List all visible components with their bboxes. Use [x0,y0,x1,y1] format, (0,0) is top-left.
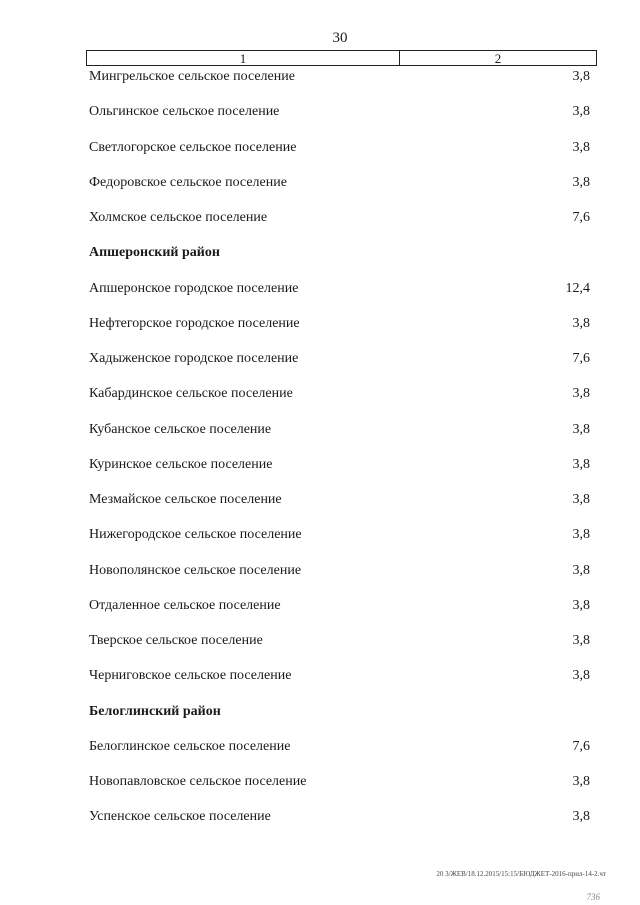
table-row [89,455,590,475]
settlement-name: Тверское сельское поселение [89,633,263,648]
table-row [89,525,590,545]
settlement-name: Федоровское сельское поселение [89,175,287,190]
settlement-name: Мингрельское сельское поселение [89,69,295,84]
table-row [89,279,590,299]
settlement-name: Белоглинское сельское поселение [89,739,291,754]
settlement-name: Новополянское сельское поселение [89,563,302,578]
page-stamp: 736 [586,892,600,902]
row-value: 7,6 [572,739,590,754]
table-header [86,50,597,66]
column-header-1: 1 [87,51,400,65]
table-row [89,596,590,616]
settlement-name: Новопавловское сельское поселение [89,774,307,789]
table-row [89,737,590,757]
district-name: Апшеронский район [89,245,220,260]
row-value: 3,8 [572,774,590,789]
table-row [89,631,590,651]
row-value: 3,8 [572,527,590,542]
row-value: 3,8 [572,457,590,472]
table-row [89,420,590,440]
row-value: 3,8 [572,104,590,119]
table-row [89,666,590,686]
row-value: 3,8 [572,175,590,190]
row-value: 3,8 [572,598,590,613]
row-value: 12,4 [565,281,590,296]
settlement-name: Хадыженское городское поселение [89,351,299,366]
settlement-name: Мезмайское сельское поселение [89,492,282,507]
table-row [89,490,590,510]
settlement-name: Нефтегорское городское поселение [89,316,300,331]
table-row [89,772,590,792]
settlement-name: Кубанское сельское поселение [89,422,272,437]
row-value: 3,8 [572,140,590,155]
table-row [89,67,590,87]
row-value: 3,8 [572,316,590,331]
row-value: 7,6 [572,210,590,225]
row-value: 3,8 [572,422,590,437]
settlement-name: Черниговское сельское поселение [89,668,292,683]
row-value: 3,8 [572,668,590,683]
settlement-name: Апшеронское городское поселение [89,281,299,296]
table-row [89,384,590,404]
row-value: 3,8 [572,492,590,507]
document-code: 20 3/ЖЕВ/18.12.2015/15:15/БЮДЖЕТ-2016-прил-14-2.чт [436,870,606,878]
settlement-name: Успенское сельское поселение [89,809,271,824]
table-row [89,561,590,581]
settlement-name: Ольгинское сельское поселение [89,104,280,119]
district-heading-row [89,702,590,722]
table-row [89,314,590,334]
district-name: Белоглинский район [89,704,221,719]
row-value: 7,6 [572,351,590,366]
column-header-2: 2 [494,51,502,66]
table-row [89,138,590,158]
table-row [89,349,590,369]
table-row [89,807,590,827]
row-value: 3,8 [572,563,590,578]
settlement-name: Отдаленное сельское поселение [89,598,281,613]
settlement-name: Холмское сельское поселение [89,210,268,225]
settlement-name: Нижегородское сельское поселение [89,527,302,542]
district-heading-row [89,243,590,263]
settlement-name: Кабардинское сельское поселение [89,386,293,401]
row-value: 3,8 [572,69,590,84]
table-row [89,173,590,193]
row-value: 3,8 [572,809,590,824]
row-value: 3,8 [572,386,590,401]
settlement-name: Куринское сельское поселение [89,457,273,472]
page-number: 30 [332,30,348,46]
table-row [89,208,590,228]
table-row [89,102,590,122]
settlement-name: Светлогорское сельское поселение [89,140,297,155]
row-value: 3,8 [572,633,590,648]
